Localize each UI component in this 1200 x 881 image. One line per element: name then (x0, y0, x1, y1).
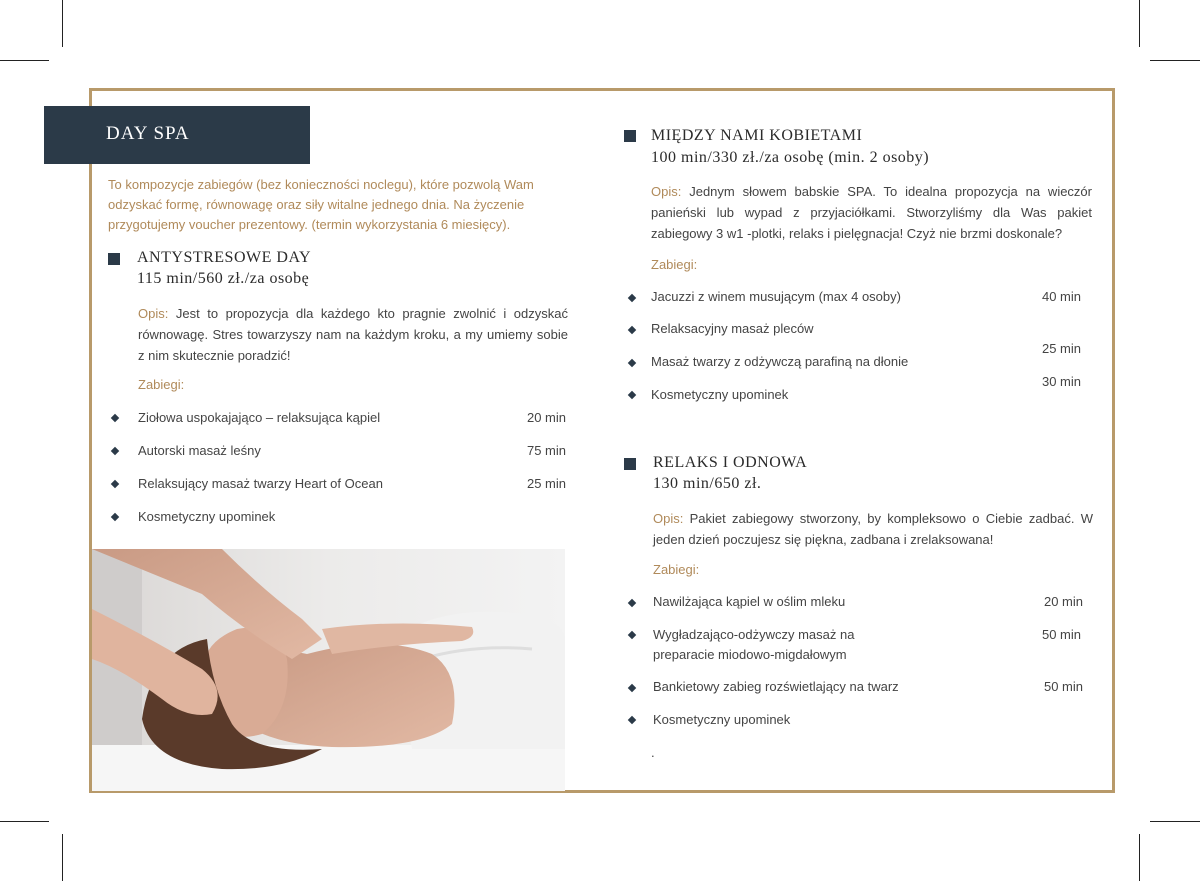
treatment-name: Kosmetyczny upominek (138, 509, 276, 524)
treatment-name: Wygładzająco-odżywczy masaż na (653, 627, 855, 642)
treatment-time: 75 min (526, 443, 566, 458)
treatments-label: Zabiegi: (138, 377, 185, 392)
package-description (653, 508, 1093, 550)
treatment-name: Masaż twarzy z odżywczą parafiną na dłonie (651, 354, 909, 369)
package-price: 100 min/330 zł./za osobę (min. 2 osoby) (651, 149, 930, 166)
crop-mark (62, 0, 63, 47)
package-price: 115 min/560 zł./za osobę (137, 270, 310, 287)
section-bullet-icon (624, 130, 636, 142)
crop-mark (1150, 60, 1200, 61)
treatment-time: 40 min (1041, 289, 1081, 304)
treatment-name: Ziołowa uspokajająco – relaksująca kąpiel (138, 410, 381, 425)
opis-label: Opis: (138, 306, 169, 321)
description-text: Pakiet zabiegowy stworzony, by kompleksowo o Ciebie zadbać. W jeden dzień poczujesz się piękna, zadbana i zrelaksowana! (653, 511, 1093, 547)
package-title: ANTYSTRESOWE DAY (137, 249, 312, 266)
treatment-time: 20 min (1043, 594, 1083, 609)
crop-mark (1139, 0, 1140, 47)
treatment-time: 20 min (526, 410, 566, 425)
treatment-name: Relaksacyjny masaż pleców (651, 321, 814, 336)
spa-massage-photo (92, 549, 565, 791)
crop-mark (0, 60, 49, 61)
crop-mark (0, 821, 49, 822)
package-description (651, 181, 1092, 244)
treatment-time: 25 min (1041, 341, 1081, 356)
treatment-time: 50 min (1043, 679, 1083, 694)
opis-label: Opis: (651, 184, 682, 199)
trailing-dot: . (651, 745, 655, 760)
opis-label: Opis: (653, 511, 684, 526)
treatment-name: Kosmetyczny upominek (653, 712, 791, 727)
description-text: Jednym słowem babskie SPA. To idealna propozycja na wieczór panieński lub wypad z przyjaciółkami. Stworzyliśmy dla Was pakiet zabiegowy 3 w1 -plotki, relaks i pielęgnacja! Czyż nie brzmi doskonale? (651, 184, 1092, 241)
treatment-name: Relaksujący masaż twarzy Heart of Ocean (138, 476, 383, 491)
section-bullet-icon (108, 253, 120, 265)
treatment-name: Jacuzzi z winem musującym (max 4 osoby) (651, 289, 901, 304)
treatments-label: Zabiegi: (653, 562, 700, 577)
section-bullet-icon (624, 458, 636, 470)
treatments-label: Zabiegi: (651, 257, 698, 272)
treatment-name: Bankietowy zabieg rozświetlający na twarz (653, 679, 899, 694)
description-text: Jest to propozycja dla każdego kto pragnie zwolnić i odzyskać równowagę. Stres towarzyszy nam na każdym kroku, a my umiemy sobie z nim skutecznie poradzić! (138, 306, 568, 363)
treatment-name-line2: preparacie miodowo-migdałowym (653, 647, 847, 662)
package-title: MIĘDZY NAMI KOBIETAMI (651, 127, 863, 144)
treatment-name: Nawilżająca kąpiel w oślim mleku (653, 594, 846, 609)
treatment-time: 30 min (1041, 374, 1081, 389)
page-title: DAY SPA (44, 106, 310, 164)
crop-mark (1150, 821, 1200, 822)
treatment-name: Autorski masaż leśny (138, 443, 261, 458)
treatment-name: Kosmetyczny upominek (651, 387, 789, 402)
package-price: 130 min/650 zł. (653, 475, 762, 492)
crop-mark (1139, 834, 1140, 881)
crop-mark (62, 834, 63, 881)
intro-text: To kompozycje zabiegów (bez konieczności noclegu), które pozwolą Wam odzyskać formę, równowagę oraz siły witalne jednego dnia. Na życzenie przygotujemy voucher prezentowy. (termin wykorzystania 6 miesięcy). (108, 177, 534, 232)
package-title: RELAKS I ODNOWA (653, 454, 808, 471)
treatment-time: 50 min (1041, 627, 1081, 642)
package-description (138, 303, 568, 366)
treatment-time: 25 min (526, 476, 566, 491)
